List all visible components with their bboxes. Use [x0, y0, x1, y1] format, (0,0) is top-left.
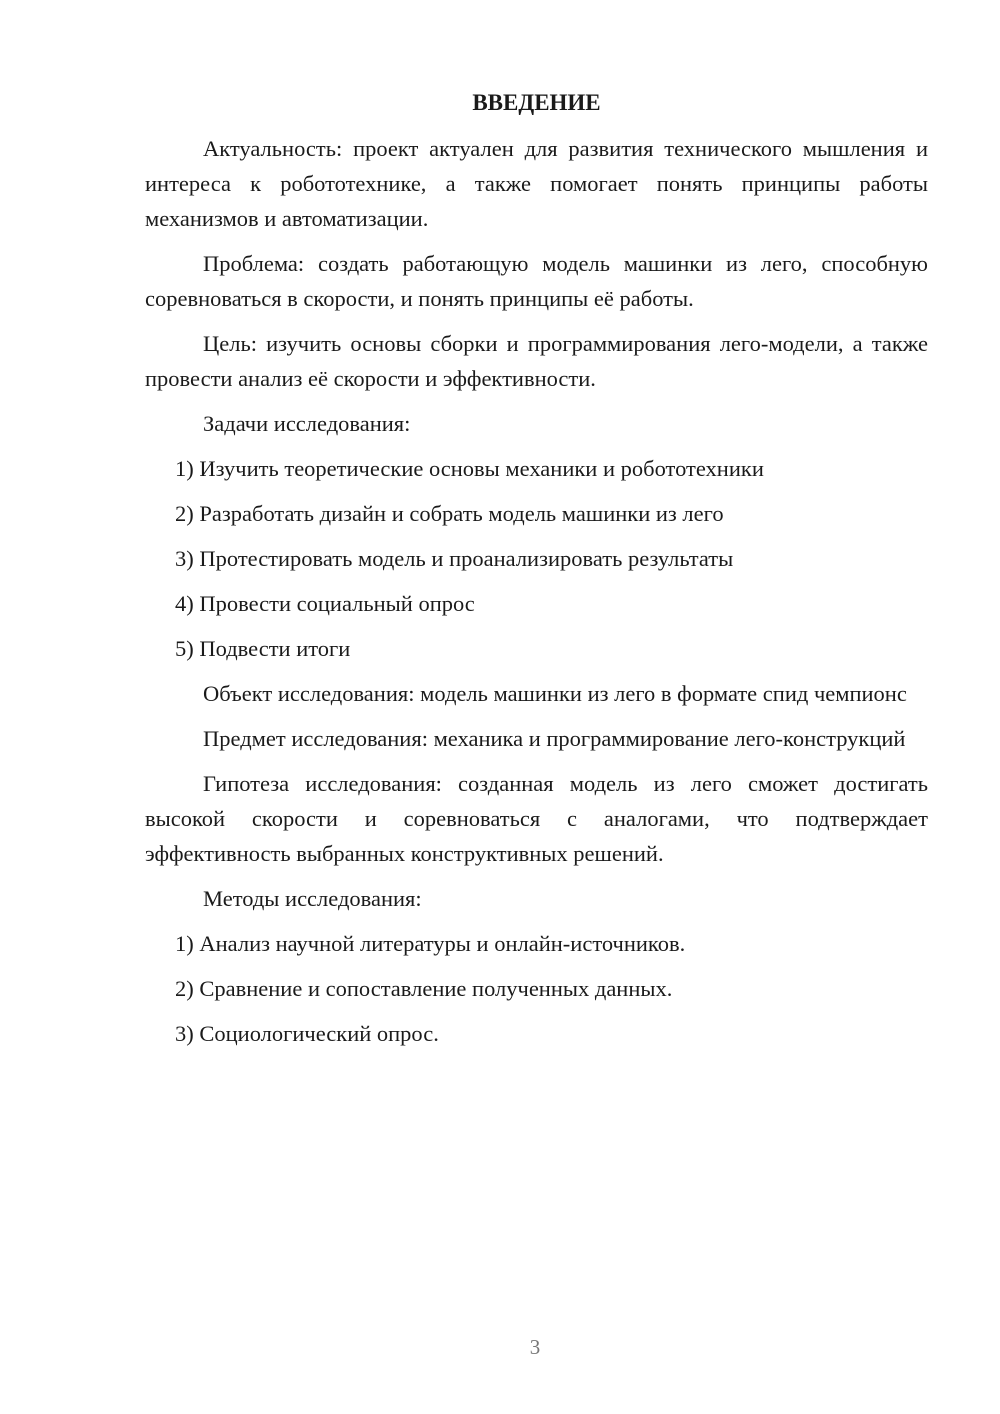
goal-paragraph: Цель: изучить основы сборки и программирования лего-модели, а также провести анализ её скорости и эффективности. — [145, 331, 928, 391]
method-item: 1) Анализ научной литературы и онлайн-источников. — [175, 931, 686, 956]
problem-paragraph: Проблема: создать работающую модель машинки из лего, способную соревноваться в скорости, и понять принципы её работы. — [145, 251, 928, 311]
relevance-paragraph: Актуальность: проект актуален для развития технического мышления и интереса к робототехнике, а также помогает понять принципы работы механизмов и автоматизации. — [145, 136, 928, 231]
hypothesis-paragraph: Гипотеза исследования: созданная модель из лего сможет достигать высокой скорости и соревноваться с аналогами, что подтверждает эффективность выбранных конструктивных решений. — [145, 771, 928, 866]
methods-heading: Методы исследования: — [203, 886, 422, 911]
page-content — [145, 88, 928, 1061]
method-item: 2) Сравнение и сопоставление полученных данных. — [175, 976, 673, 1001]
task-item: 1) Изучить теоретические основы механики и робототехники — [175, 456, 764, 481]
task-item: 4) Провести социальный опрос — [175, 591, 475, 616]
page-title: ВВЕДЕНИЕ — [472, 90, 601, 115]
task-item: 3) Протестировать модель и проанализировать результаты — [175, 546, 734, 571]
subject-paragraph: Предмет исследования: механика и программирование лего-конструкций — [203, 726, 906, 751]
method-item: 3) Социологический опрос. — [175, 1021, 439, 1046]
page-number: 3 — [529, 1335, 541, 1359]
tasks-heading: Задачи исследования: — [203, 411, 411, 436]
task-item: 2) Разработать дизайн и собрать модель машинки из лего — [175, 501, 724, 526]
task-item: 5) Подвести итоги — [175, 636, 351, 661]
object-paragraph: Объект исследования: модель машинки из лего в формате спид чемпионс — [203, 681, 907, 706]
